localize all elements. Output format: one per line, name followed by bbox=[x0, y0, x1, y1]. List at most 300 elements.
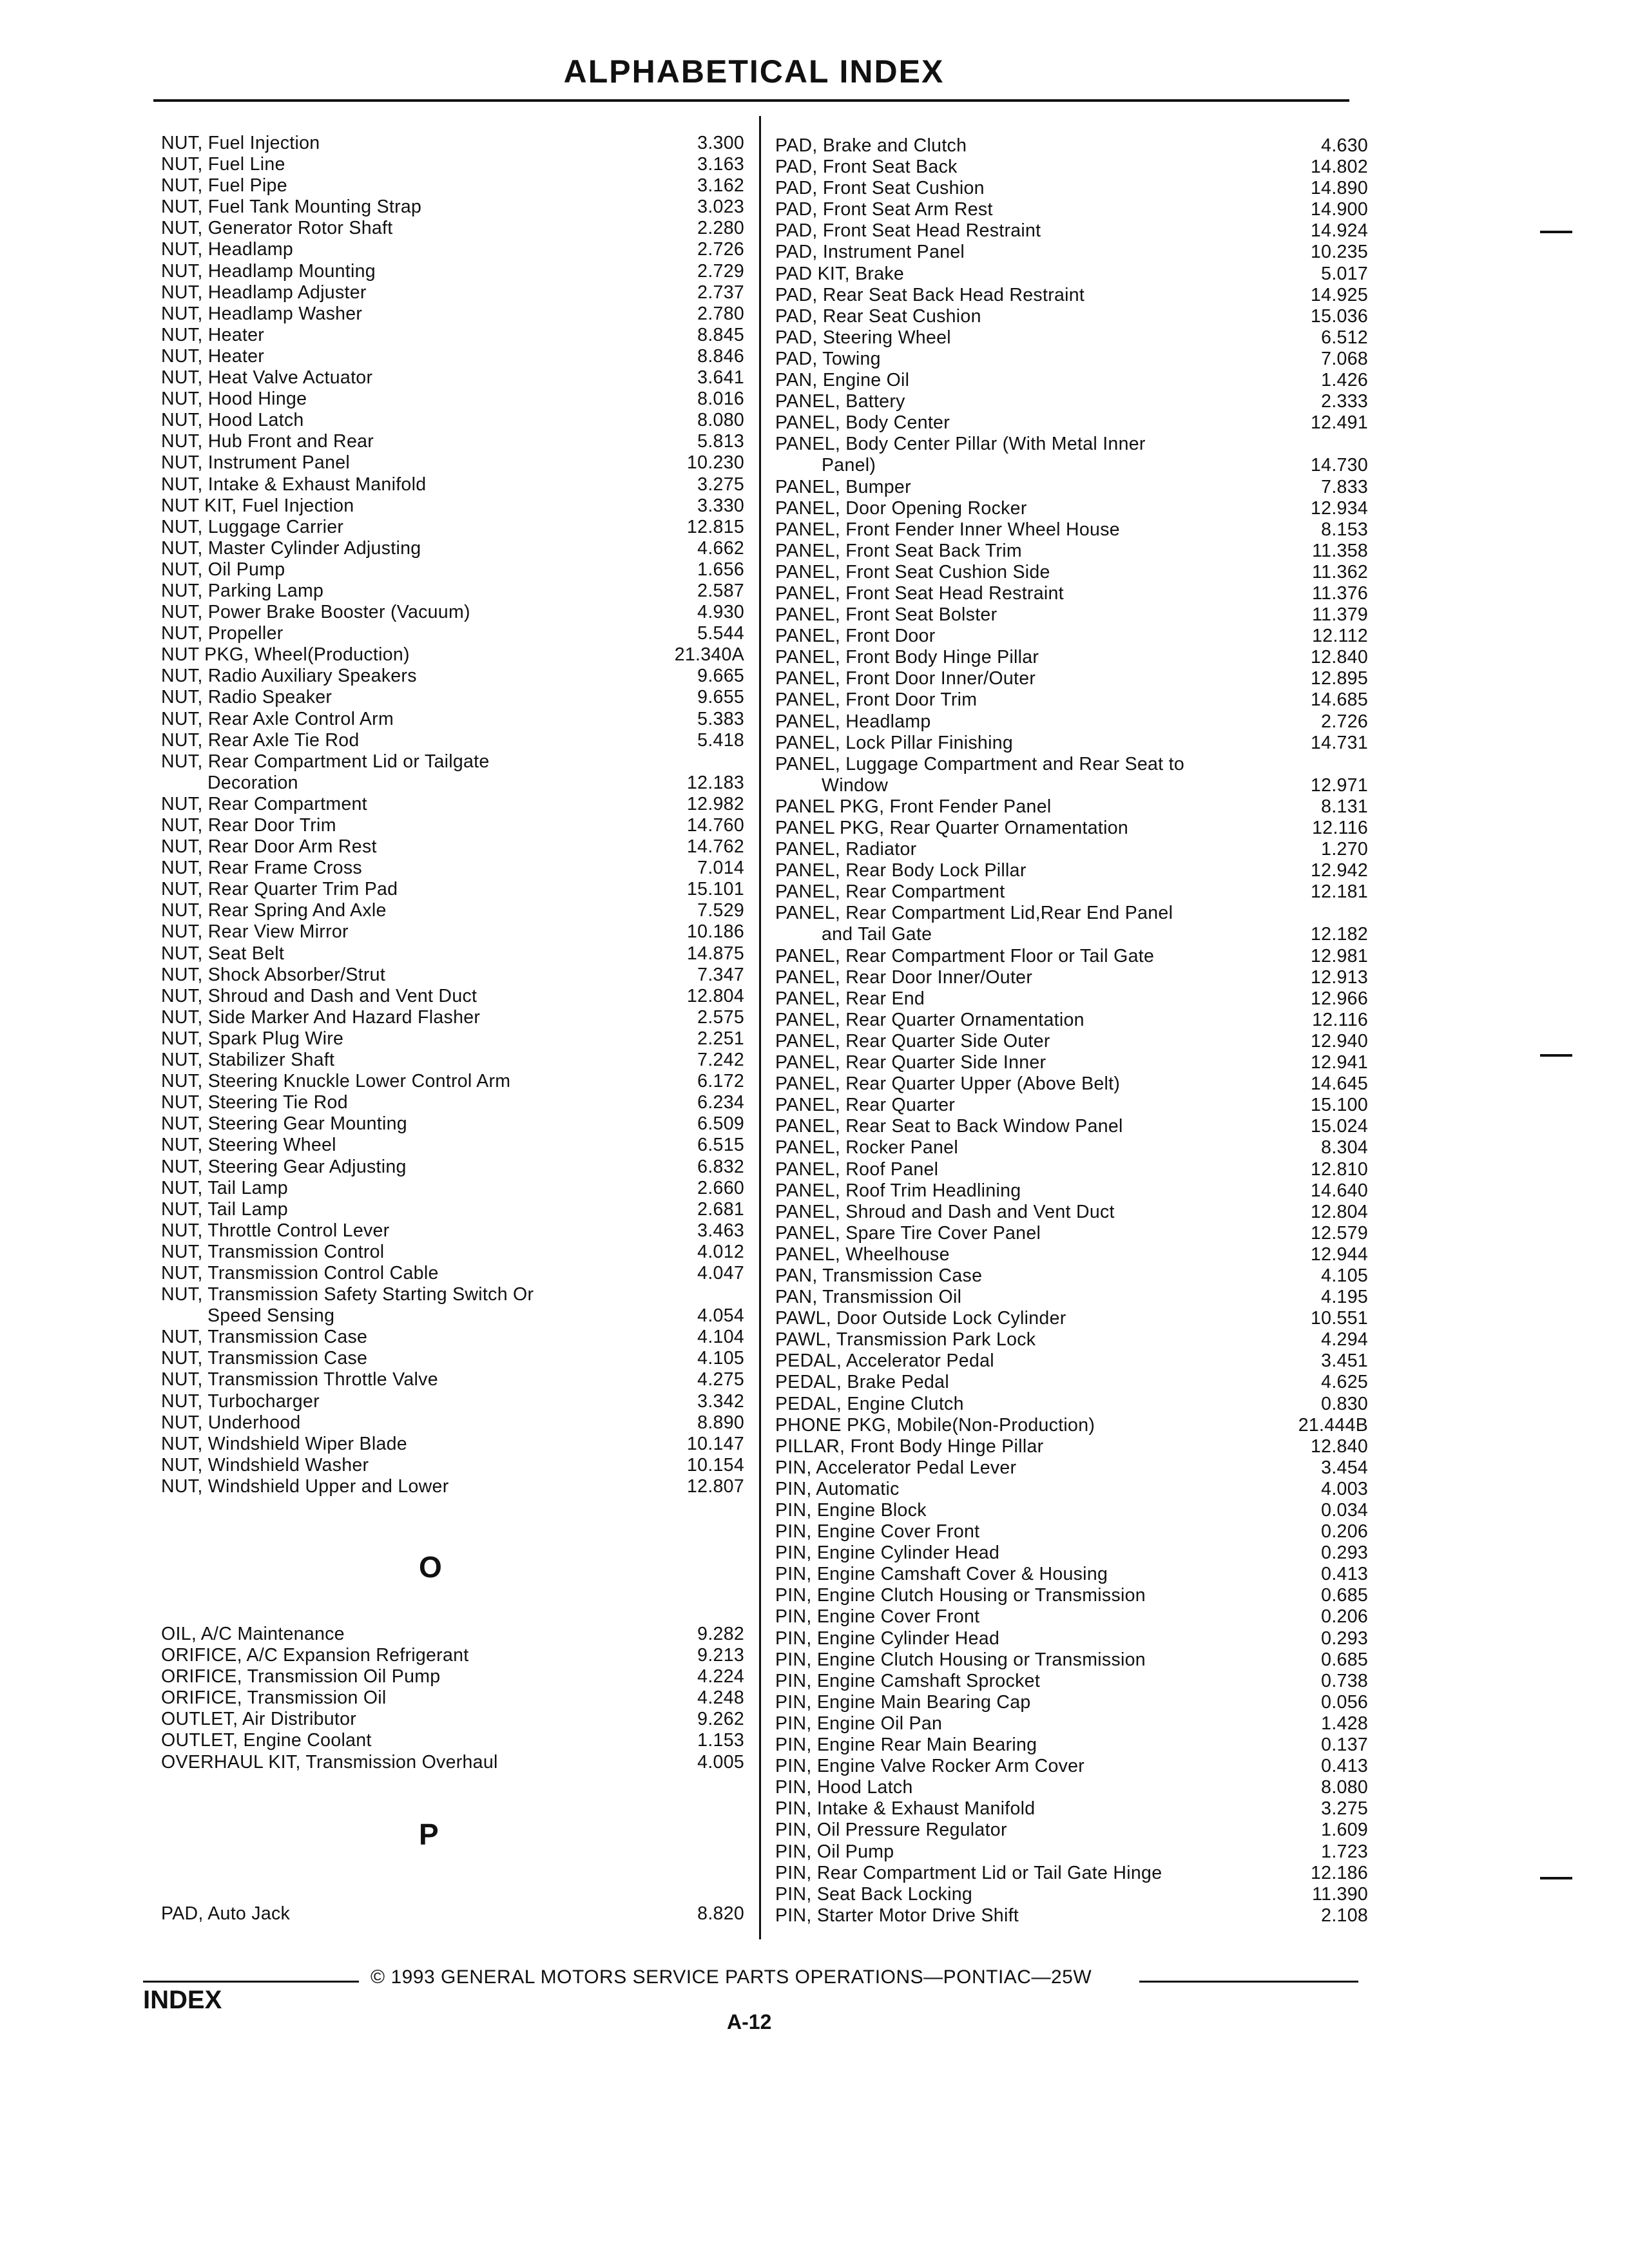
index-entry-label: PIN, Engine Camshaft Sprocket bbox=[775, 1671, 1236, 1692]
index-entry-page: 14.645 bbox=[1311, 1073, 1368, 1095]
index-entry-page: 0.206 bbox=[1321, 1521, 1368, 1542]
index-entry-label: NUT, Transmission Control Cable bbox=[161, 1263, 625, 1284]
index-entry bbox=[161, 965, 744, 986]
index-entry-page: 8.846 bbox=[697, 345, 744, 367]
index-entry-page: 9.262 bbox=[697, 1709, 744, 1730]
index-entry-page: 14.900 bbox=[1311, 199, 1368, 220]
index-entry bbox=[161, 474, 744, 495]
index-entry-page: 6.172 bbox=[697, 1071, 744, 1092]
index-entry-page: 4.625 bbox=[1321, 1372, 1368, 1393]
index-entry-page: 7.529 bbox=[697, 900, 744, 921]
footer-rule-right bbox=[1139, 1981, 1358, 1983]
index-entry-page: 12.815 bbox=[687, 516, 744, 537]
index-entry bbox=[161, 858, 744, 879]
index-entry-page: 12.804 bbox=[1311, 1201, 1368, 1222]
index-entry-page: 2.729 bbox=[697, 260, 744, 282]
index-entry bbox=[775, 1479, 1368, 1500]
index-entry-page: 12.942 bbox=[1311, 860, 1368, 881]
index-entry-page: 0.293 bbox=[1321, 1628, 1368, 1649]
index-entry bbox=[161, 879, 744, 900]
index-entry bbox=[775, 860, 1368, 881]
index-entry bbox=[161, 1455, 744, 1476]
index-entry-label: NUT, Steering Knuckle Lower Control Arm bbox=[161, 1071, 625, 1092]
index-entry-label: PIN, Engine Block bbox=[775, 1500, 1236, 1521]
index-entry-page: 2.575 bbox=[697, 1006, 744, 1028]
index-entry bbox=[161, 1687, 744, 1709]
index-entry-label: NUT, Tail Lamp bbox=[161, 1178, 625, 1199]
index-entry bbox=[775, 264, 1368, 285]
index-entry-page: 6.512 bbox=[1321, 327, 1368, 348]
index-entry-label: PAWL, Door Outside Lock Cylinder bbox=[775, 1308, 1236, 1329]
index-entry-page: 10.230 bbox=[687, 452, 744, 474]
index-entry-page: 0.738 bbox=[1321, 1670, 1368, 1691]
index-entry-label: PANEL, Rear Compartment bbox=[775, 881, 1236, 903]
index-entry bbox=[161, 559, 744, 581]
index-entry-label: and Tail Gate bbox=[775, 924, 1236, 945]
margin-mark bbox=[1540, 1054, 1572, 1057]
index-entry bbox=[161, 1113, 744, 1135]
index-entry bbox=[775, 519, 1368, 541]
column-divider bbox=[759, 116, 761, 1939]
index-entry bbox=[775, 604, 1368, 626]
index-entry bbox=[775, 881, 1368, 903]
index-entry-page: 1.609 bbox=[1321, 1820, 1368, 1841]
index-entry bbox=[775, 1735, 1368, 1756]
index-entry-page: 8.890 bbox=[697, 1412, 744, 1433]
index-entry-page: 12.183 bbox=[687, 772, 744, 793]
index-entry-page: 6.234 bbox=[697, 1092, 744, 1113]
index-entry-page: 0.830 bbox=[1321, 1393, 1368, 1414]
index-entry-page: 2.780 bbox=[697, 303, 744, 324]
index-entry-page: 2.108 bbox=[1321, 1905, 1368, 1926]
index-entry-label: NUT KIT, Fuel Injection bbox=[161, 495, 625, 517]
index-entry-label: NUT, Propeller bbox=[161, 623, 625, 644]
index-entry-page: 0.034 bbox=[1321, 1500, 1368, 1521]
margin-mark bbox=[1540, 1877, 1572, 1879]
index-entry bbox=[775, 391, 1368, 412]
index-entry-label: PANEL, Front Body Hinge Pillar bbox=[775, 647, 1236, 668]
index-entry-label: PANEL, Rear Quarter Ornamentation bbox=[775, 1010, 1236, 1031]
index-entry bbox=[775, 1521, 1368, 1542]
index-entry-label: PAD, Front Seat Back bbox=[775, 157, 1236, 178]
index-entry-label: NUT, Turbocharger bbox=[161, 1391, 625, 1412]
index-entry-label: NUT, Hub Front and Rear bbox=[161, 431, 625, 452]
index-entry-label: NUT, Fuel Line bbox=[161, 154, 625, 175]
index-entry-page: 4.105 bbox=[1321, 1265, 1368, 1286]
index-entry-label: NUT, Power Brake Booster (Vacuum) bbox=[161, 602, 625, 623]
index-entry-page: 5.544 bbox=[697, 623, 744, 644]
index-entry-page: 7.242 bbox=[697, 1050, 744, 1071]
index-entry-page: 12.982 bbox=[687, 793, 744, 814]
index-entry-label: PIN, Engine Cylinder Head bbox=[775, 1628, 1236, 1649]
index-entry-page: 4.662 bbox=[697, 537, 744, 559]
index-entry-page: 6.832 bbox=[697, 1156, 744, 1177]
index-entry-page: 6.515 bbox=[697, 1135, 744, 1156]
index-entry-label: OUTLET, Engine Coolant bbox=[161, 1730, 625, 1751]
index-entry-page: 4.005 bbox=[697, 1751, 744, 1773]
index-entry-label: OUTLET, Air Distributor bbox=[161, 1709, 625, 1730]
index-entry-label: ORIFICE, Transmission Oil bbox=[161, 1687, 625, 1709]
margin-mark bbox=[1540, 231, 1572, 233]
index-entry-label: PIN, Engine Camshaft Cover & Housing bbox=[775, 1564, 1236, 1585]
index-entry bbox=[161, 452, 744, 474]
index-entry-page: 15.100 bbox=[1311, 1095, 1368, 1116]
index-entry-page: 10.186 bbox=[687, 921, 744, 943]
index-entry bbox=[775, 1542, 1368, 1564]
index-entry-label: OVERHAUL KIT, Transmission Overhaul bbox=[161, 1752, 625, 1773]
index-entry bbox=[161, 282, 744, 303]
index-entry bbox=[775, 1756, 1368, 1777]
index-entry-page: 14.760 bbox=[687, 815, 744, 836]
index-entry-page: 3.163 bbox=[697, 154, 744, 175]
index-section-p bbox=[161, 1903, 744, 1925]
index-entry-page: 5.017 bbox=[1321, 263, 1368, 284]
index-entry-label: NUT, Intake & Exhaust Manifold bbox=[161, 474, 625, 495]
index-entry-page: 2.333 bbox=[1321, 391, 1368, 412]
index-entry bbox=[161, 303, 744, 325]
index-entry-label: PANEL, Rear Seat to Back Window Panel bbox=[775, 1116, 1236, 1137]
index-entry-page: 3.300 bbox=[697, 133, 744, 153]
index-entry bbox=[775, 1500, 1368, 1521]
index-entry bbox=[775, 1415, 1368, 1436]
index-entry-page: 7.068 bbox=[1321, 348, 1368, 369]
index-entry bbox=[161, 1263, 744, 1284]
index-entry bbox=[161, 1007, 744, 1028]
index-entry bbox=[161, 1050, 744, 1071]
index-entry bbox=[775, 1180, 1368, 1202]
index-entry bbox=[775, 689, 1368, 711]
index-entry-label: PAD, Steering Wheel bbox=[775, 327, 1236, 349]
index-column-left bbox=[161, 133, 744, 1497]
index-entry-page: 11.376 bbox=[1312, 582, 1368, 604]
index-entry-page: 21.340A bbox=[674, 644, 744, 666]
index-entry-page: 15.036 bbox=[1311, 305, 1368, 327]
index-entry-page: 0.137 bbox=[1321, 1735, 1368, 1756]
index-entry bbox=[775, 1223, 1368, 1244]
index-entry bbox=[161, 687, 744, 708]
index-entry-page: 8.080 bbox=[1321, 1777, 1368, 1798]
index-entry-page: 8.131 bbox=[1321, 796, 1368, 817]
index-entry-page: 14.802 bbox=[1311, 157, 1368, 178]
index-entry-page: 14.640 bbox=[1311, 1180, 1368, 1201]
index-entry-label: PAN, Transmission Case bbox=[775, 1265, 1236, 1287]
index-entry-label: PANEL, Shroud and Dash and Vent Duct bbox=[775, 1202, 1236, 1223]
index-entry-label: NUT, Hood Hinge bbox=[161, 389, 625, 410]
index-entry-label: PANEL, Front Seat Cushion Side bbox=[775, 562, 1236, 583]
index-entry bbox=[161, 581, 744, 602]
index-entry-label: PANEL, Front Fender Inner Wheel House bbox=[775, 519, 1236, 541]
index-entry-label: NUT, Stabilizer Shaft bbox=[161, 1050, 625, 1071]
index-entry bbox=[775, 199, 1368, 220]
index-entry bbox=[775, 1052, 1368, 1073]
index-entry bbox=[161, 730, 744, 751]
index-entry-page: 12.981 bbox=[1311, 945, 1368, 966]
index-entry-page: 4.047 bbox=[697, 1262, 744, 1283]
index-entry bbox=[161, 943, 744, 965]
index-entry-page: 2.251 bbox=[697, 1028, 744, 1049]
index-entry-page: 0.685 bbox=[1321, 1649, 1368, 1670]
index-entry-label: NUT, Rear Spring And Axle bbox=[161, 900, 625, 921]
index-entry-label: NUT, Steering Gear Mounting bbox=[161, 1113, 625, 1135]
index-entry bbox=[161, 1624, 744, 1645]
index-entry-page: 4.012 bbox=[697, 1241, 744, 1262]
index-entry-page: 21.444B bbox=[1298, 1414, 1368, 1436]
index-entry-label: NUT, Hood Latch bbox=[161, 410, 625, 431]
index-entry-label: NUT, Windshield Washer bbox=[161, 1455, 625, 1476]
index-entry-label: PEDAL, Accelerator Pedal bbox=[775, 1350, 1236, 1372]
index-entry-label: NUT, Transmission Safety Starting Switch Or bbox=[161, 1284, 534, 1305]
index-entry bbox=[161, 1348, 744, 1369]
index-entry-page: 4.275 bbox=[697, 1369, 744, 1390]
index-entry bbox=[775, 903, 1368, 945]
index-entry-label: PANEL, Battery bbox=[775, 391, 1236, 412]
index-entry bbox=[161, 1220, 744, 1242]
index-entry bbox=[161, 794, 744, 815]
index-entry bbox=[775, 412, 1368, 434]
index-entry bbox=[775, 1606, 1368, 1628]
index-entry-label: PIN, Engine Clutch Housing or Transmission bbox=[775, 1649, 1236, 1671]
index-entry bbox=[775, 1585, 1368, 1606]
index-entry bbox=[775, 1884, 1368, 1905]
index-entry bbox=[775, 498, 1368, 519]
index-entry-label: PAD, Rear Seat Cushion bbox=[775, 306, 1236, 327]
index-entry bbox=[775, 1031, 1368, 1052]
index-entry-label: NUT, Windshield Upper and Lower bbox=[161, 1476, 625, 1497]
index-entry-label: PAD, Brake and Clutch bbox=[775, 135, 1236, 157]
index-entry-page: 0.685 bbox=[1321, 1585, 1368, 1606]
index-entry bbox=[775, 1564, 1368, 1585]
index-entry-label: PANEL, Bumper bbox=[775, 477, 1236, 498]
index-entry bbox=[161, 751, 744, 794]
index-entry bbox=[775, 733, 1368, 754]
index-entry-page: 4.224 bbox=[697, 1666, 744, 1687]
index-entry-label: PANEL, Rear Compartment Floor or Tail Gate bbox=[775, 946, 1236, 967]
index-entry-page: 12.966 bbox=[1311, 988, 1368, 1009]
index-entry-page: 5.813 bbox=[697, 431, 744, 452]
index-entry-page: 8.153 bbox=[1321, 519, 1368, 540]
index-entry-page: 11.358 bbox=[1312, 540, 1368, 561]
index-entry bbox=[775, 839, 1368, 860]
index-entry-label: PIN, Seat Back Locking bbox=[775, 1884, 1236, 1905]
index-entry bbox=[775, 1457, 1368, 1479]
index-entry-label: NUT, Steering Tie Rod bbox=[161, 1092, 625, 1113]
index-entry-label: PAD, Front Seat Cushion bbox=[775, 178, 1236, 199]
index-entry bbox=[775, 1777, 1368, 1798]
index-entry bbox=[161, 325, 744, 346]
index-entry-page: 1.723 bbox=[1321, 1841, 1368, 1862]
index-entry-page: 9.655 bbox=[697, 687, 744, 708]
index-entry-label: PIN, Engine Cover Front bbox=[775, 1521, 1236, 1542]
index-entry-label: PANEL, Rear Quarter Side Outer bbox=[775, 1031, 1236, 1052]
index-entry bbox=[775, 818, 1368, 839]
index-entry-page: 14.762 bbox=[687, 836, 744, 858]
index-entry-label: ORIFICE, A/C Expansion Refrigerant bbox=[161, 1645, 625, 1666]
index-entry bbox=[161, 1327, 744, 1348]
index-entry bbox=[161, 431, 744, 452]
index-entry bbox=[161, 175, 744, 197]
index-entry-label: OIL, A/C Maintenance bbox=[161, 1624, 625, 1645]
index-entry-page: 10.147 bbox=[687, 1433, 744, 1454]
index-entry-label: NUT, Heater bbox=[161, 325, 625, 346]
index-entry-label: NUT, Rear Compartment bbox=[161, 794, 625, 815]
index-entry bbox=[161, 218, 744, 239]
index-entry bbox=[775, 178, 1368, 199]
index-entry-label: PANEL PKG, Rear Quarter Ornamentation bbox=[775, 818, 1236, 839]
index-entry-label: PANEL, Rear Body Lock Pillar bbox=[775, 860, 1236, 881]
index-entry bbox=[161, 133, 744, 154]
index-entry bbox=[161, 1391, 744, 1412]
index-entry-page: 10.551 bbox=[1311, 1308, 1368, 1329]
index-entry bbox=[161, 346, 744, 367]
index-entry bbox=[775, 1202, 1368, 1223]
index-entry bbox=[775, 796, 1368, 818]
index-entry-label: PAD, Towing bbox=[775, 349, 1236, 370]
index-entry-page: 12.186 bbox=[1311, 1862, 1368, 1883]
index-entry-page: 12.181 bbox=[1311, 881, 1368, 903]
index-entry-label: NUT, Radio Speaker bbox=[161, 687, 625, 708]
index-entry bbox=[775, 327, 1368, 349]
index-entry-label: NUT, Fuel Tank Mounting Strap bbox=[161, 197, 625, 218]
index-entry-label: PAD, Auto Jack bbox=[161, 1903, 625, 1925]
index-entry-page: 1.656 bbox=[697, 559, 744, 580]
index-entry-label: PIN, Accelerator Pedal Lever bbox=[775, 1457, 1236, 1479]
index-entry-page: 3.463 bbox=[697, 1220, 744, 1241]
index-entry bbox=[161, 1412, 744, 1434]
index-entry bbox=[161, 517, 744, 538]
index-entry-label: PANEL, Roof Trim Headlining bbox=[775, 1180, 1236, 1202]
index-entry-label: NUT, Headlamp Washer bbox=[161, 303, 625, 325]
index-entry bbox=[775, 988, 1368, 1010]
index-entry-page: 12.941 bbox=[1311, 1052, 1368, 1073]
index-entry bbox=[775, 306, 1368, 327]
index-entry-page: 4.195 bbox=[1321, 1287, 1368, 1308]
index-entry bbox=[161, 644, 744, 666]
index-entry-page: 3.162 bbox=[697, 175, 744, 197]
index-entry-label: NUT, Rear View Mirror bbox=[161, 921, 625, 943]
index-entry-page: 7.014 bbox=[697, 858, 744, 879]
index-entry bbox=[775, 1649, 1368, 1671]
index-entry-page: 12.913 bbox=[1311, 966, 1368, 988]
index-entry-label: PHONE PKG, Mobile(Non-Production) bbox=[775, 1415, 1236, 1436]
index-entry bbox=[775, 711, 1368, 733]
index-entry bbox=[775, 220, 1368, 242]
index-entry-label: NUT, Transmission Throttle Valve bbox=[161, 1369, 625, 1390]
index-entry-page: 4.248 bbox=[697, 1687, 744, 1709]
index-entry bbox=[161, 1199, 744, 1220]
footer-page-number: A-12 bbox=[727, 2010, 772, 2033]
index-entry bbox=[161, 1903, 744, 1925]
index-entry bbox=[775, 1692, 1368, 1713]
index-entry bbox=[775, 1394, 1368, 1415]
index-entry-page: 2.681 bbox=[697, 1198, 744, 1220]
index-entry-label: PIN, Rear Compartment Lid or Tail Gate Hinge bbox=[775, 1863, 1236, 1884]
index-entry bbox=[775, 1863, 1368, 1884]
index-entry bbox=[775, 1671, 1368, 1692]
index-entry bbox=[775, 647, 1368, 668]
index-entry bbox=[161, 239, 744, 260]
index-entry-page: 2.660 bbox=[697, 1177, 744, 1198]
index-entry-page: 1.428 bbox=[1321, 1713, 1368, 1734]
index-entry-page: 12.807 bbox=[687, 1475, 744, 1497]
index-entry-label: NUT, Heater bbox=[161, 346, 625, 367]
index-entry bbox=[161, 1709, 744, 1730]
index-entry-label: PIN, Engine Cylinder Head bbox=[775, 1542, 1236, 1564]
index-entry bbox=[775, 1329, 1368, 1350]
index-entry-page: 10.154 bbox=[687, 1454, 744, 1475]
index-entry bbox=[161, 367, 744, 389]
index-entry-label: NUT, Rear Axle Tie Rod bbox=[161, 730, 625, 751]
index-entry-page: 5.383 bbox=[697, 708, 744, 729]
index-entry-page: 3.023 bbox=[697, 197, 744, 218]
index-entry bbox=[161, 709, 744, 730]
index-entry-page: 12.944 bbox=[1311, 1244, 1368, 1265]
index-entry-label: PANEL, Rear Quarter bbox=[775, 1095, 1236, 1116]
index-entry-page: 0.056 bbox=[1321, 1691, 1368, 1713]
index-entry-page: 14.731 bbox=[1311, 732, 1368, 753]
index-entry-page: 12.579 bbox=[1311, 1222, 1368, 1244]
index-entry-label: NUT, Rear Door Trim bbox=[161, 815, 625, 836]
index-entry-label: PANEL, Front Seat Bolster bbox=[775, 604, 1236, 626]
index-entry-label: NUT, Transmission Case bbox=[161, 1327, 625, 1348]
index-entry-label: PEDAL, Engine Clutch bbox=[775, 1394, 1236, 1415]
index-entry-label: NUT, Rear Compartment Lid or Tailgate bbox=[161, 751, 490, 772]
index-entry-label: NUT, Radio Auxiliary Speakers bbox=[161, 666, 625, 687]
index-entry-label: PANEL, Radiator bbox=[775, 839, 1236, 860]
index-entry-label: PANEL, Rear End bbox=[775, 988, 1236, 1010]
index-entry-label: PIN, Automatic bbox=[775, 1479, 1236, 1500]
index-entry-page: 15.101 bbox=[687, 879, 744, 900]
index-entry bbox=[775, 1137, 1368, 1158]
footer-copyright: © 1993 GENERAL MOTORS SERVICE PARTS OPERATIONS—PONTIAC—25W bbox=[371, 1966, 1092, 1988]
index-entry bbox=[161, 815, 744, 836]
index-entry bbox=[775, 1798, 1368, 1820]
index-entry bbox=[775, 1436, 1368, 1457]
index-entry-label: NUT, Rear Quarter Trim Pad bbox=[161, 879, 625, 900]
index-entry-page: 4.930 bbox=[697, 602, 744, 623]
index-entry-label: NUT, Fuel Pipe bbox=[161, 175, 625, 197]
index-entry-label: NUT, Underhood bbox=[161, 1412, 625, 1434]
index-entry bbox=[161, 1135, 744, 1156]
index-entry-label: Panel) bbox=[775, 455, 1236, 476]
index-entry-label: PAN, Transmission Oil bbox=[775, 1287, 1236, 1308]
index-entry-label: PAN, Engine Oil bbox=[775, 370, 1236, 391]
index-entry-label: PIN, Engine Clutch Housing or Transmission bbox=[775, 1585, 1236, 1606]
index-entry-label: PILLAR, Front Body Hinge Pillar bbox=[775, 1436, 1236, 1457]
index-entry-page: 8.304 bbox=[1321, 1137, 1368, 1158]
index-entry-page: 14.924 bbox=[1311, 220, 1368, 242]
index-entry-page: 3.275 bbox=[1321, 1798, 1368, 1820]
index-entry-label: PANEL, Rear Compartment Lid,Rear End Panel bbox=[775, 903, 1173, 924]
index-entry-label: NUT, Rear Frame Cross bbox=[161, 858, 625, 879]
index-entry-page: 12.971 bbox=[1311, 774, 1368, 796]
index-entry-page: 0.206 bbox=[1321, 1606, 1368, 1628]
index-entry-label: NUT, Luggage Carrier bbox=[161, 517, 625, 538]
index-entry-label: PIN, Engine Cover Front bbox=[775, 1606, 1236, 1628]
index-entry-page: 12.491 bbox=[1311, 412, 1368, 434]
index-entry-label: PANEL, Rocker Panel bbox=[775, 1137, 1236, 1158]
index-entry bbox=[775, 1841, 1368, 1863]
index-entry bbox=[161, 623, 744, 644]
index-entry bbox=[161, 410, 744, 431]
index-entry bbox=[775, 1820, 1368, 1841]
index-entry bbox=[775, 967, 1368, 988]
index-entry bbox=[161, 1092, 744, 1113]
index-entry-label: Decoration bbox=[161, 773, 625, 794]
index-entry-label: PIN, Starter Motor Drive Shift bbox=[775, 1905, 1236, 1927]
index-entry-page: 8.845 bbox=[697, 324, 744, 345]
index-entry bbox=[161, 1178, 744, 1199]
index-entry-page: 2.726 bbox=[1321, 711, 1368, 732]
